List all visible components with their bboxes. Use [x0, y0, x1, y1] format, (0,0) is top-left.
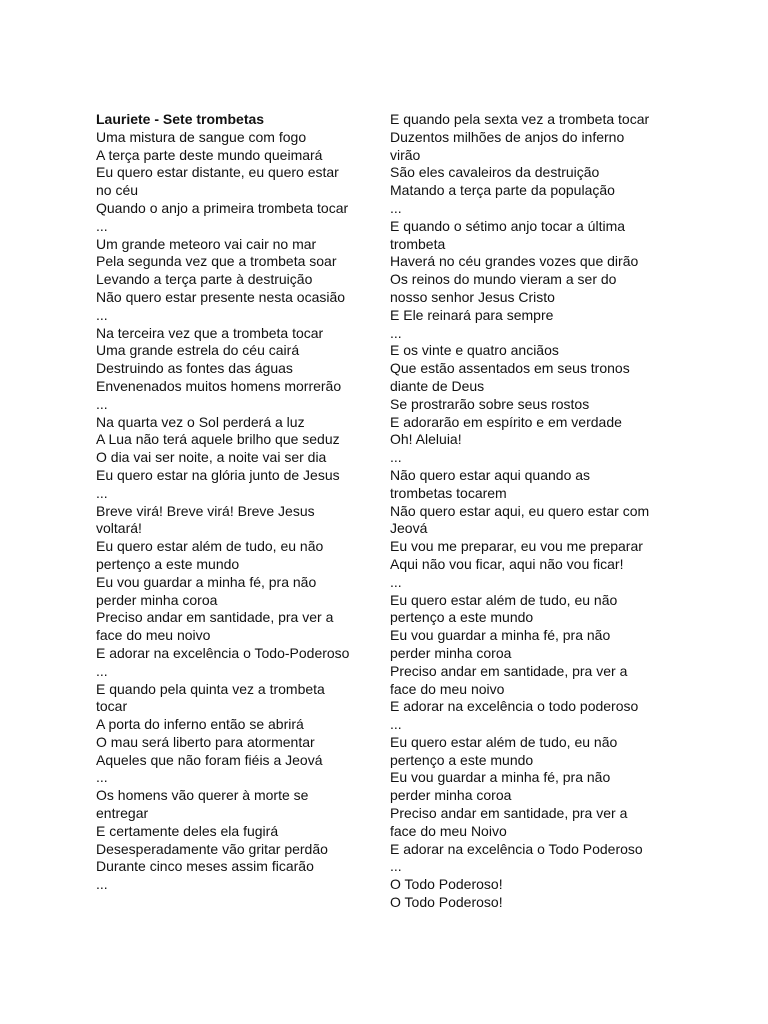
lyric-line: Quando o anjo a primeira trombeta tocar: [96, 199, 349, 216]
lyric-line: ...: [390, 324, 402, 341]
lyric-line: Eu vou guardar a minha fé, pra não: [390, 769, 611, 786]
lyric-line: ...: [390, 449, 402, 466]
song-title: Lauriete - Sete trombetas: [96, 111, 265, 127]
lyric-line: pertenço a este mundo: [96, 555, 240, 572]
lyric-line: Haverá no céu grandes vozes que dirão: [390, 253, 639, 270]
lyric-line: E quando pela quinta vez a trombeta: [96, 680, 325, 697]
lyric-line: no céu: [96, 182, 139, 199]
lyric-line: Destruindo as fontes das águas: [96, 360, 293, 377]
lyric-line: ...: [390, 858, 402, 875]
lyric-line: nosso senhor Jesus Cristo: [390, 288, 555, 305]
lyric-line: Os homens vão querer à morte se: [96, 787, 309, 804]
lyric-line: E os vinte e quatro anciãos: [390, 342, 559, 359]
lyric-line: São eles cavaleiros da destruição: [390, 164, 600, 181]
lyric-line: ...: [96, 876, 108, 893]
lyric-line: ...: [96, 769, 108, 786]
lyric-line: Não quero estar aqui, eu quero estar com: [390, 502, 650, 519]
lyric-line: Eu quero estar além de tudo, eu não: [390, 733, 618, 750]
lyric-line: E adorar na excelência o Todo Poderoso: [390, 840, 643, 857]
lyric-line: pertenço a este mundo: [390, 609, 534, 626]
lyric-line: face do meu noivo: [96, 627, 211, 644]
lyric-line: ...: [390, 716, 402, 733]
lyric-line: Eu vou guardar a minha fé, pra não: [390, 627, 611, 644]
lyric-line: Eu quero estar além de tudo, eu não: [96, 538, 324, 555]
lyric-line: Oh! Aleluia!: [390, 431, 462, 448]
lyric-line: ...: [96, 306, 108, 323]
lyric-line: diante de Deus: [390, 377, 485, 394]
lyric-line: A terça parte deste mundo queimará: [96, 146, 323, 163]
lyric-line: E adorarão em espírito e em verdade: [390, 413, 622, 430]
lyric-line: Breve virá! Breve virá! Breve Jesus: [96, 502, 315, 519]
lyric-line: O mau será liberto para atormentar: [96, 733, 315, 750]
lyric-line: Que estão assentados em seus tronos: [390, 360, 630, 377]
lyric-line: Envenenados muitos homens morrerão: [96, 377, 342, 394]
lyric-line: ...: [96, 484, 108, 501]
lyric-line: tocar: [96, 698, 128, 715]
lyric-line: ...: [96, 395, 108, 412]
lyric-line: E quando o sétimo anjo tocar a última: [390, 217, 626, 234]
lyric-line: Aqueles que não foram fiéis a Jeová: [96, 751, 323, 768]
lyric-line: Eu vou guardar a minha fé, pra não: [96, 573, 317, 590]
lyric-line: Eu quero estar distante, eu quero estar: [96, 164, 339, 181]
lyric-line: Matando a terça parte da população: [390, 182, 615, 199]
lyric-line: ...: [390, 199, 402, 216]
lyric-line: Desesperadamente vão gritar perdão: [96, 840, 328, 857]
lyric-line: perder minha coroa: [390, 644, 512, 661]
lyric-line: pertenço a este mundo: [390, 751, 534, 768]
left-lyrics: [96, 129, 378, 894]
lyric-line: perder minha coroa: [390, 787, 512, 804]
lyric-line: E adorar na excelência o Todo-Poderoso: [96, 644, 350, 661]
lyric-line: face do meu noivo: [390, 680, 505, 697]
lyric-line: Durante cinco meses assim ficarão: [96, 858, 314, 875]
lyric-line: trombeta: [390, 235, 446, 252]
lyric-line: ...: [96, 217, 108, 234]
lyric-line: E quando pela sexta vez a trombeta tocar: [390, 111, 650, 127]
lyric-line: E certamente deles ela fugirá: [96, 822, 279, 839]
lyric-line: Preciso andar em santidade, pra ver a: [390, 662, 628, 679]
lyric-line: ...: [390, 573, 402, 590]
lyric-line: face do meu Noivo: [390, 822, 507, 839]
right-column: [390, 111, 680, 912]
lyric-line: Na quarta vez o Sol perderá a luz: [96, 413, 305, 430]
left-column: [96, 111, 378, 894]
lyric-line: Pela segunda vez que a trombeta soar: [96, 253, 337, 270]
lyric-line: E Ele reinará para sempre: [390, 306, 554, 323]
lyric-line: Eu quero estar além de tudo, eu não: [390, 591, 618, 608]
lyric-line: Não quero estar aqui quando as: [390, 466, 591, 483]
lyric-line: Preciso andar em santidade, pra ver a: [390, 805, 628, 822]
lyric-line: Duzentos milhões de anjos do inferno: [390, 128, 625, 145]
lyric-line: perder minha coroa: [96, 591, 218, 608]
lyric-line: Preciso andar em santidade, pra ver a: [96, 609, 334, 626]
lyric-line: A Lua não terá aquele brilho que seduz: [96, 431, 340, 448]
lyric-line: Jeová: [390, 520, 428, 537]
lyric-line: O Todo Poderoso!: [390, 894, 503, 911]
lyric-line: voltará!: [96, 520, 142, 537]
lyric-line: A porta do inferno então se abrirá: [96, 716, 304, 733]
lyric-line: Os reinos do mundo vieram a ser do: [390, 271, 617, 288]
lyric-line: trombetas tocarem: [390, 484, 507, 501]
lyric-line: virão: [390, 146, 421, 163]
lyric-line: Se prostrarão sobre seus rostos: [390, 395, 590, 412]
lyric-line: entregar: [96, 805, 149, 822]
lyric-line: Eu quero estar na glória junto de Jesus: [96, 466, 340, 483]
lyric-line: Levando a terça parte à destruição: [96, 271, 313, 288]
lyric-line: Aqui não vou ficar, aqui não vou ficar!: [390, 555, 624, 572]
lyric-line: Na terceira vez que a trombeta tocar: [96, 324, 324, 341]
lyric-line: ...: [96, 662, 108, 679]
lyric-line: Uma grande estrela do céu cairá: [96, 342, 300, 359]
lyric-line: Um grande meteoro vai cair no mar: [96, 235, 317, 252]
right-lyrics: [390, 111, 680, 912]
lyric-line: O dia vai ser noite, a noite vai ser dia: [96, 449, 327, 466]
lyric-line: Eu vou me preparar, eu vou me preparar: [390, 538, 643, 555]
lyric-line: Uma mistura de sangue com fogo: [96, 128, 307, 145]
lyric-line: O Todo Poderoso!: [390, 876, 503, 893]
lyric-line: Não quero estar presente nesta ocasião: [96, 288, 346, 305]
lyric-line: E adorar na excelência o todo poderoso: [390, 698, 639, 715]
